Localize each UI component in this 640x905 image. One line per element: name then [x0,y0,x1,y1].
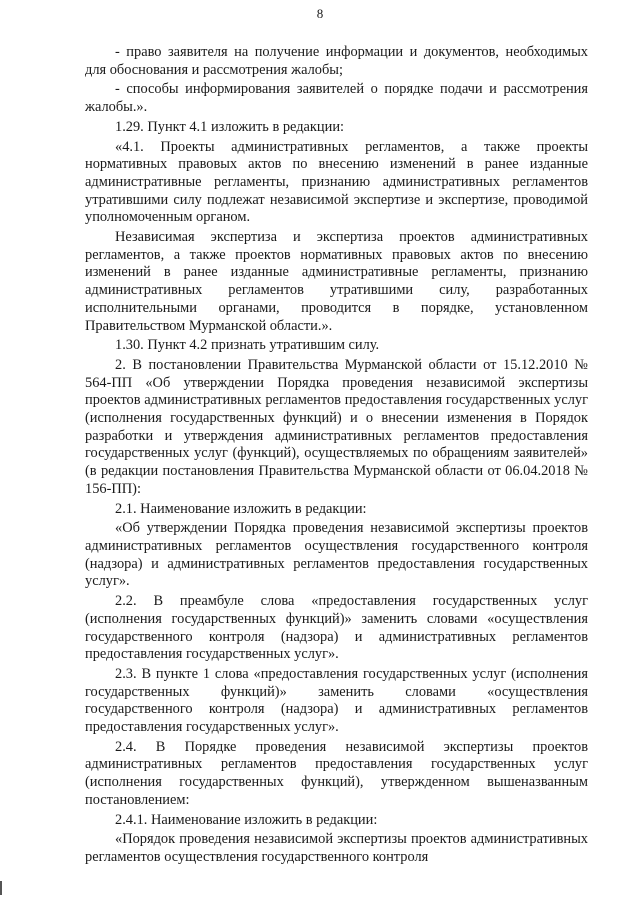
paragraph-7: 2. В постановлении Правительства Мурманской области от 15.12.2010 № 564-ПП «Об утверждении Порядка проведения независимой экспертизы проектов административных регламентов предоставления государственных услуг (исполнения государственных функций) и о внесении изменения в Порядок разработки и утверждения административных регламентов предоставления государственных услуг (функций), осуществляемых по обращениям заявителей» (в редакции постановления Правительства Мурманской области от 06.04.2018 № 156-ПП): [85,356,588,497]
paragraph-13: 2.4.1. Наименование изложить в редакции: [115,811,378,828]
paragraph-8: 2.1. Наименование изложить в редакции: [115,500,367,517]
page-number: 8 [316,6,324,21]
document-body [85,44,588,867]
paragraph-6: 1.30. Пункт 4.2 признать утратившим силу. [115,337,380,354]
paragraph-3: 1.29. Пункт 4.1 изложить в редакции: [115,118,345,135]
paragraph-14: «Порядок проведения независимой экспертизы проектов административных регламентов осуществления государственного контроля [85,831,588,865]
paragraph-9: «Об утверждении Порядка проведения независимой экспертизы проектов административных регламентов осуществления государственного контроля (надзора) и административных регламентов предоставления государственных услуг». [85,520,588,590]
scan-edge-mark [0,881,2,895]
paragraph-5: Независимая экспертиза и экспертиза проектов административных регламентов, а также проектов нормативных правовых актов по внесению изменений в ранее изданные административные регламенты, признанию административных регламентов утратившими силу, разработанных исполнительными органами, проводится в порядке, установленном Правительством Мурманской области.». [85,229,588,334]
paragraph-1: - право заявителя на получение информации и документов, необходимых для обоснования и рассмотрения жалобы; [85,44,588,78]
paragraph-12: 2.4. В Порядке проведения независимой экспертизы проектов административных регламентов предоставления государственных услуг (исполнения государственных функций), утвержденном вышеназванным постановлением: [85,738,588,808]
paragraph-10: 2.2. В преамбуле слова «предоставления государственных услуг (исполнения государственных функций)» заменить словами «осуществления государственного контроля (надзора) и административных регламентов предоставления государственных услуг». [85,593,588,663]
paragraph-11: 2.3. В пункте 1 слова «предоставления государственных услуг (исполнения государственных функций)» заменить словами «осуществления государственного контроля (надзора) и административных регламентов предоставления государственных услуг». [85,665,588,736]
paragraph-2: - способы информирования заявителей о порядке подачи и рассмотрения жалобы.». [85,81,588,116]
paragraph-4: «4.1. Проекты административных регламентов, а также проекты нормативных правовых актов по внесению изменений в ранее изданные административные регламенты, признанию административных регламентов утратившими силу подлежат независимой экспертизе и экспертизе, проводимой уполномоченным органом. [85,138,588,226]
